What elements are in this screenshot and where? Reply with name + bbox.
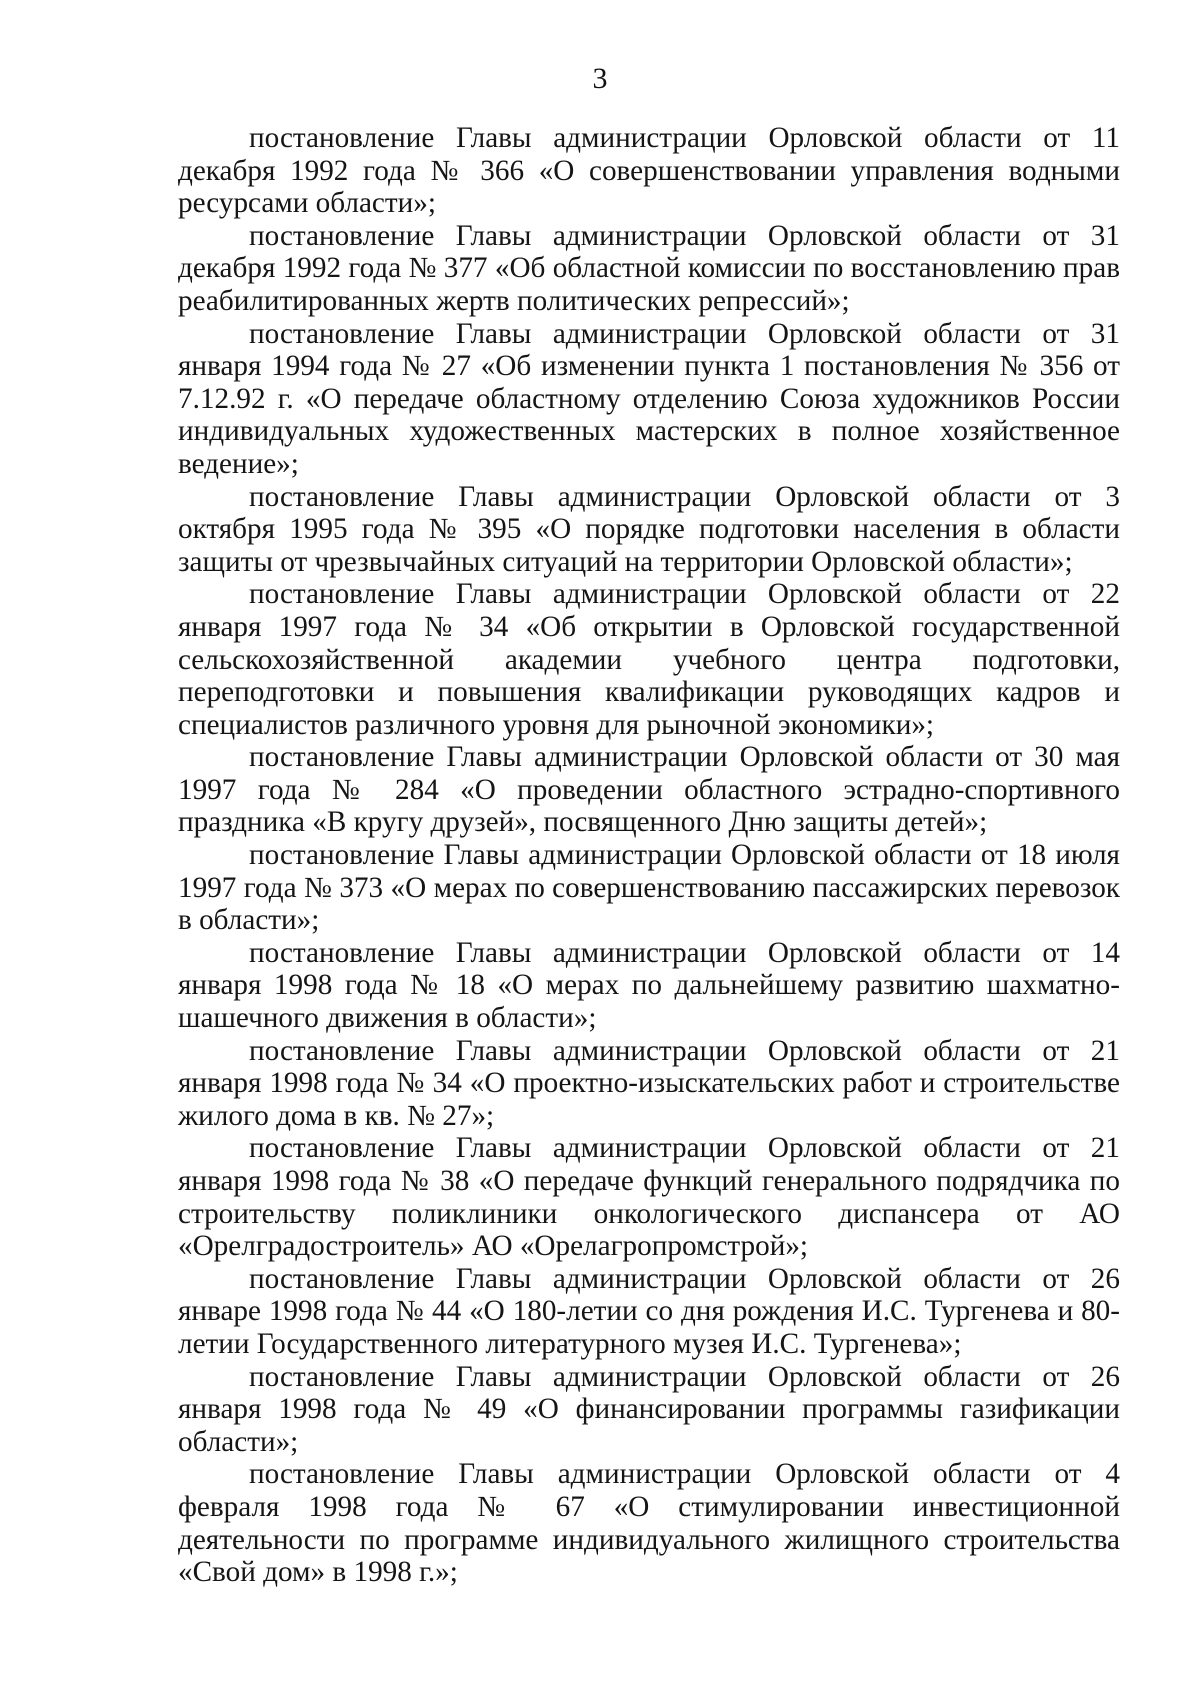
page-number: 3 bbox=[592, 62, 608, 95]
resolution-paragraph: постановление Главы администрации Орловской области от 14 января 1998 года № 18 «О мерах по дальнейшему развитию шахматно-шашечного движения в области»; bbox=[178, 936, 1120, 1035]
resolution-paragraph: постановление Главы администрации Орловской области от 31 января 1994 года № 27 «Об изменении пункта 1 постановления № 356 от 7.12.92 г. «О передаче областному отделению Союза художников России индивидуальных художественных мастерских в полное хозяйственное ведение»; bbox=[178, 317, 1120, 480]
resolution-paragraph: постановление Главы администрации Орловской области от 21 января 1998 года № 38 «О передаче функций генерального подрядчика по строительству поликлиники онкологического диспансера от АО «Орелградостроитель» АО «Орелагропромстрой»; bbox=[178, 1132, 1120, 1263]
resolution-paragraph: постановление Главы администрации Орловской области от 26 января 1998 года № 49 «О финансировании программы газификации области»; bbox=[178, 1360, 1120, 1458]
resolution-paragraph: постановление Главы администрации Орловской области от 26 январе 1998 года № 44 «О 180-летии со дня рождения И.С. Тургенева и 80-летии Государственного литературного музея И.С. Тургенева»; bbox=[178, 1262, 1120, 1360]
resolution-paragraph: постановление Главы администрации Орловской области от 4 февраля 1998 года № 67 «О стимулировании инвестиционной деятельности по программе индивидуального жилищного строительства «Свой дом» в 1998 г.»; bbox=[178, 1458, 1120, 1589]
resolution-paragraph: постановление Главы администрации Орловской области от 22 января 1997 года № 34 «Об открытии в Орловской государственной сельскохозяйственной академии учебного центра подготовки, переподготовки и повышения квалификации руководящих кадров и специалистов различного уровня для рыночной экономики»; bbox=[178, 578, 1120, 741]
document-body bbox=[178, 122, 1120, 1589]
resolution-paragraph: постановление Главы администрации Орловской области от 21 января 1998 года № 34 «О проектно-изыскательских работ и строительстве жилого дома в кв. № 27»; bbox=[178, 1034, 1120, 1132]
resolution-paragraph: постановление Главы администрации Орловской области от 31 декабря 1992 года № 377 «Об областной комиссии по восстановлению прав реабилитированных жертв политических репрессий»; bbox=[178, 219, 1120, 317]
resolution-paragraph: постановление Главы администрации Орловской области от 30 мая 1997 года № 284 «О проведении областного эстрадно-спортивного праздника «В кругу друзей», посвященного Дню защиты детей»; bbox=[178, 741, 1120, 839]
resolution-paragraph: постановление Главы администрации Орловской области от 18 июля 1997 года № 373 «О мерах по совершенствованию пассажирских перевозок в области»; bbox=[178, 839, 1120, 937]
resolution-paragraph: постановление Главы администрации Орловской области от 11 декабря 1992 года № 366 «О совершенствовании управления водными ресурсами области»; bbox=[178, 122, 1120, 220]
resolution-paragraph: постановление Главы администрации Орловской области от 3 октября 1995 года № 395 «О порядке подготовки населения в области защиты от чрезвычайных ситуаций на территории Орловской области»; bbox=[178, 480, 1120, 578]
